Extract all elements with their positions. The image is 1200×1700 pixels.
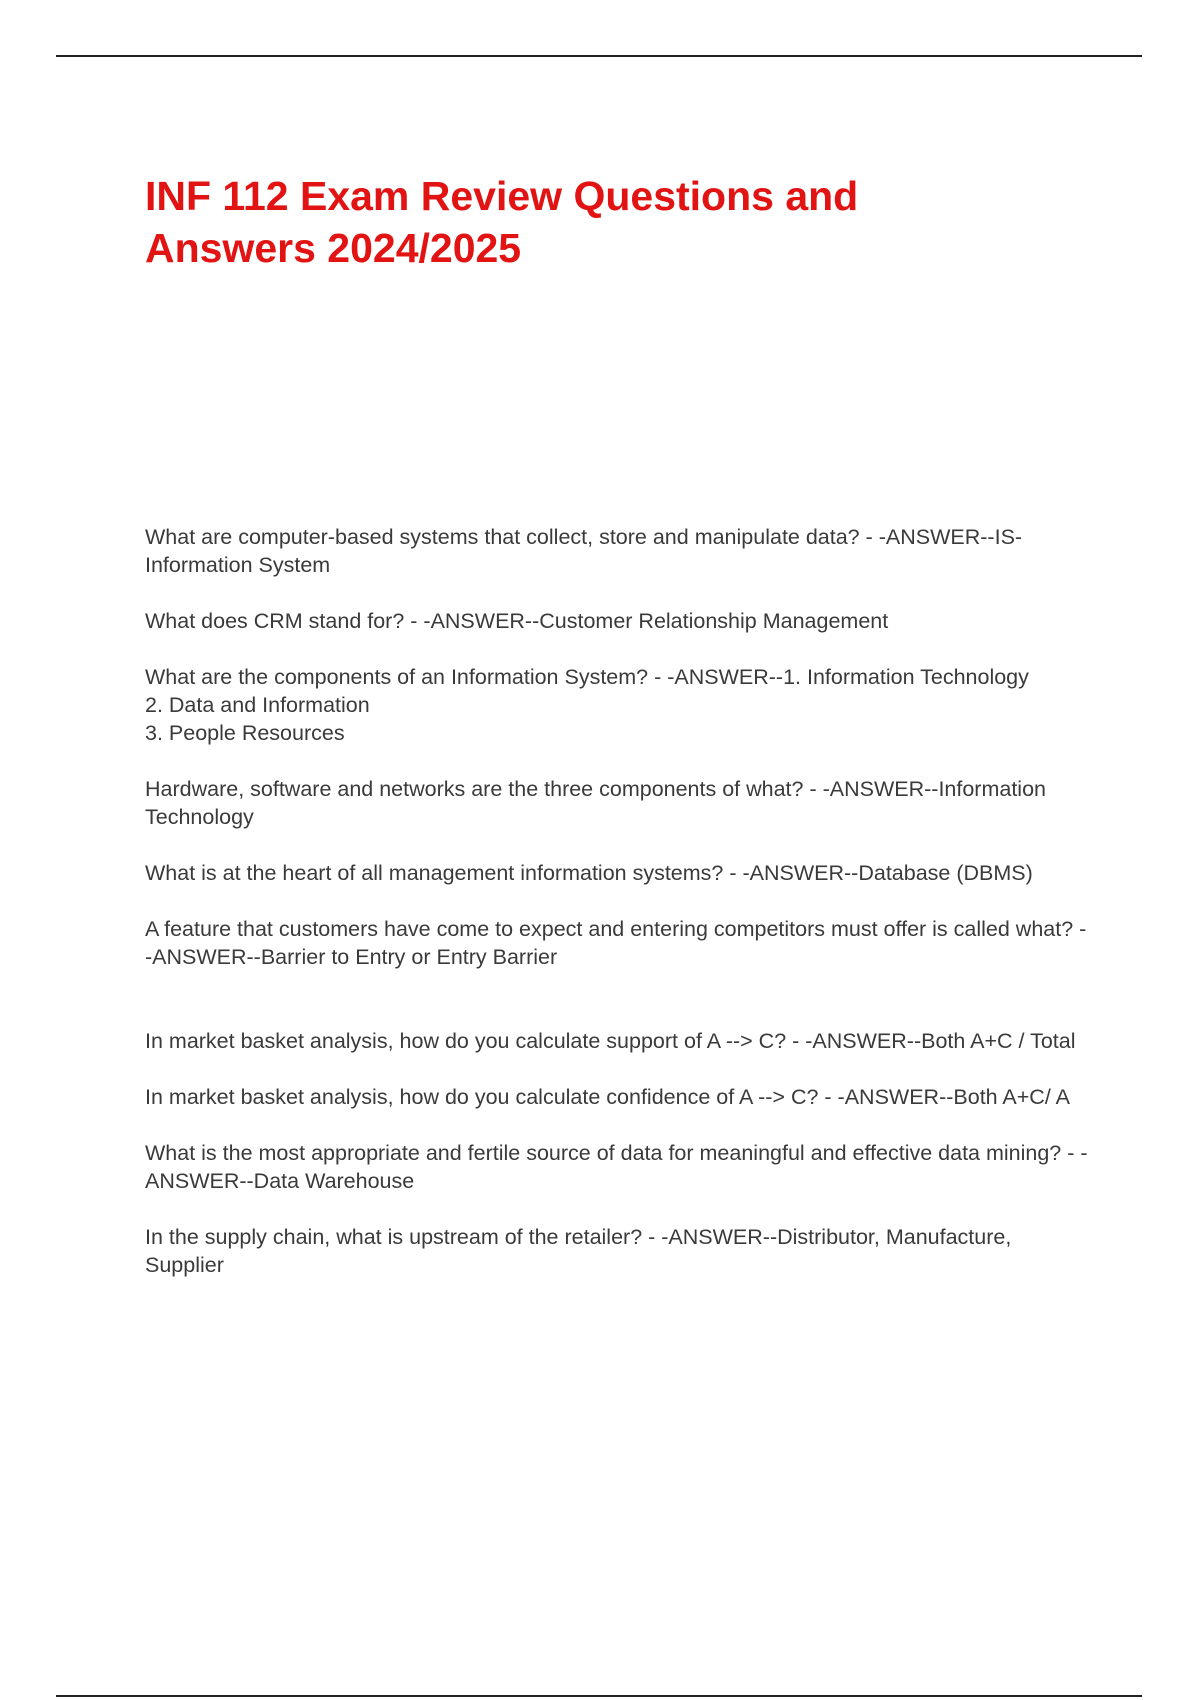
footer-rule [56, 1695, 1142, 1697]
qa-item: What is the most appropriate and fertile source of data for meaningful and effective data mining? - -ANSWER--Data Warehouse [145, 1141, 1088, 1193]
qa-item: What does CRM stand for? - -ANSWER--Customer Relationship Management [145, 609, 889, 633]
qa-item: What are the components of an Information System? - -ANSWER--1. Information Technology 2. Data and Information 3. People Resources [145, 665, 1029, 745]
document-title: INF 112 Exam Review Questions and Answers 2024/2025 [145, 173, 859, 271]
qa-item: What is at the heart of all management information systems? - -ANSWER--Database (DBMS) [145, 861, 1033, 885]
qa-item: In market basket analysis, how do you calculate confidence of A --> C? - -ANSWER--Both A+C/ A [145, 1085, 1070, 1109]
qa-item: In market basket analysis, how do you calculate support of A --> C? - -ANSWER--Both A+C / Total [145, 1029, 1076, 1053]
qa-item: What are computer-based systems that collect, store and manipulate data? - -ANSWER--IS- Information System [145, 525, 1023, 577]
qa-list [145, 523, 1095, 1307]
qa-item: A feature that customers have come to expect and entering competitors must offer is called what? - -ANSWER--Barrier to Entry or Entry Barrier [145, 917, 1087, 969]
qa-item: In the supply chain, what is upstream of the retailer? - -ANSWER--Distributor, Manufacture, Supplier [145, 1225, 1012, 1277]
qa-item: Hardware, software and networks are the three components of what? - -ANSWER--Information Technology [145, 777, 1046, 829]
header-rule [56, 55, 1142, 57]
